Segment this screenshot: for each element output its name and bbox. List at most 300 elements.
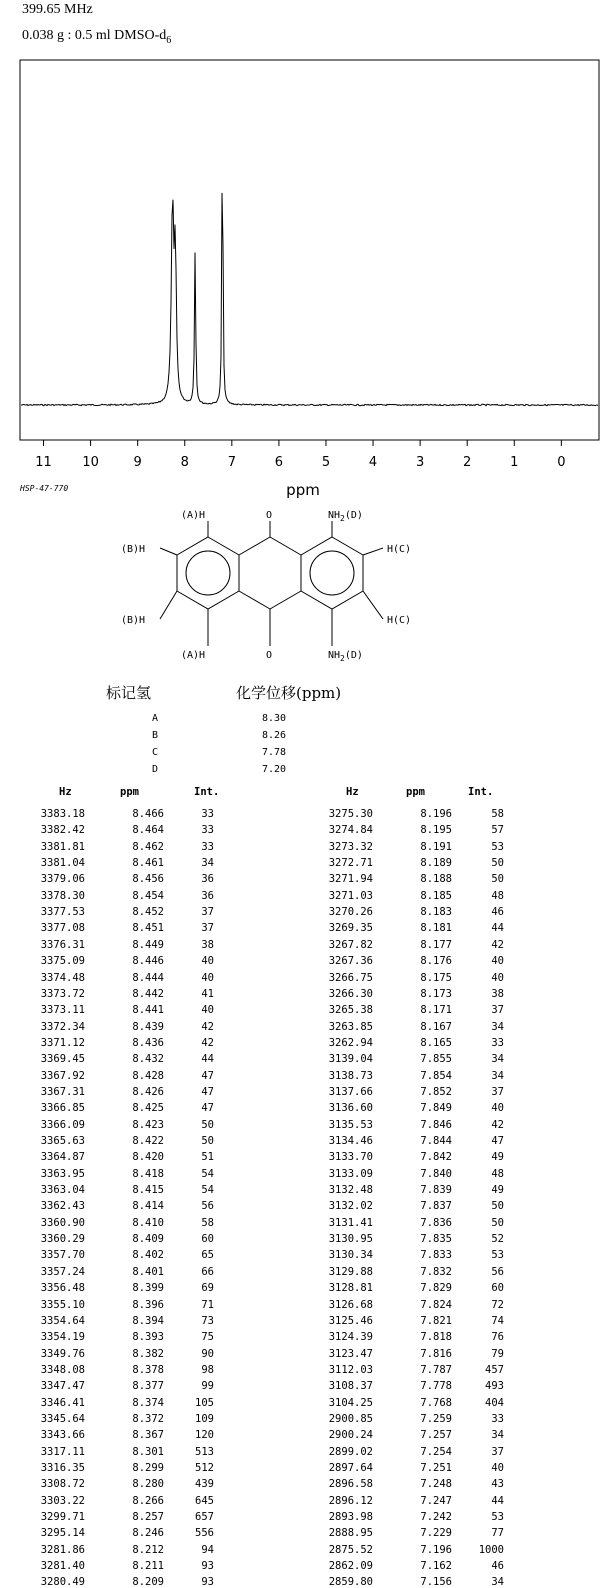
peak-table-cell: 2896.12: [328, 1494, 373, 1507]
peak-table-cell: 3273.32: [328, 840, 373, 853]
peak-table-cell: 50: [491, 1200, 504, 1213]
peak-table-cell: 8.195: [420, 824, 452, 837]
peak-table-cell: 404: [485, 1396, 504, 1409]
label-c-top: H(C): [387, 544, 412, 555]
peak-table-cell: 3263.85: [328, 1020, 373, 1033]
peak-table-cell: 3377.08: [40, 922, 85, 935]
peak-table-cell: 2899.02: [328, 1445, 373, 1458]
peak-table-cell: 47: [201, 1085, 214, 1098]
peak-table-cell: 90: [201, 1347, 214, 1360]
peak-table-cell: 3280.49: [40, 1576, 85, 1588]
peak-table-cell: 50: [201, 1118, 214, 1131]
peak-table-cell: 34: [491, 1069, 504, 1082]
peak-table-cell: 7.787: [420, 1363, 452, 1376]
peak-table-cell: 37: [491, 1004, 504, 1017]
peak-table-cell: 93: [201, 1576, 214, 1588]
peak-table-cell: 8.444: [132, 971, 164, 984]
peak-table-cell: 8.301: [132, 1445, 164, 1458]
label-a-top: (A)H: [181, 510, 206, 521]
peak-table-cell: 56: [201, 1200, 214, 1213]
peak-table-cell: 3366.09: [40, 1118, 85, 1131]
peak-table-cell: 3362.43: [40, 1200, 85, 1213]
peak-table-cell: 94: [201, 1543, 214, 1556]
peak-table-cell: 77: [491, 1527, 504, 1540]
peak-table-cell: 34: [201, 857, 214, 870]
peak-table-cell: 2900.24: [328, 1429, 373, 1442]
peak-table-header: Hz: [59, 786, 72, 798]
peak-table-cell: 8.415: [132, 1184, 164, 1197]
peak-table-cell: 3364.87: [40, 1151, 85, 1164]
peak-table-cell: 42: [201, 1020, 214, 1033]
peak-table-cell: 3138.73: [328, 1069, 373, 1082]
peak-table-cell: 7.839: [420, 1184, 452, 1197]
peak-table-cell: 8.436: [132, 1036, 164, 1049]
peak-table-cell: 8.432: [132, 1053, 164, 1066]
peak-table-cell: 457: [485, 1363, 504, 1376]
peak-table-cell: 3349.76: [40, 1347, 85, 1360]
peak-table-cell: 47: [201, 1102, 214, 1115]
peak-table-cell: 3376.31: [40, 938, 85, 951]
label-a-bottom: (A)H: [181, 650, 206, 661]
peak-table-cell: 40: [201, 955, 214, 968]
molecule-structure: [0, 0, 609, 680]
peak-table-cell: 74: [491, 1314, 504, 1327]
peak-table-cell: 46: [491, 1560, 504, 1573]
peak-table-cell: 512: [195, 1462, 214, 1474]
peak-table-cell: 3369.45: [40, 1053, 85, 1066]
peak-table-cell: 8.439: [132, 1020, 164, 1033]
nh2-top-sub: 2: [340, 514, 345, 523]
peak-table-cell: 37: [201, 922, 214, 935]
peak-table-cell: 58: [201, 1216, 214, 1229]
nh2-bottom-sub: 2: [340, 654, 345, 663]
peak-table-cell: 3354.19: [40, 1331, 85, 1344]
peak-table-cell: 60: [201, 1233, 214, 1246]
sample-prefix: 0.038 g : 0.5 ml DMSO-d: [22, 28, 167, 43]
peak-table-cell: 49: [491, 1151, 504, 1164]
peak-table-cell: 69: [201, 1282, 214, 1295]
label-nh2-top: [328, 510, 363, 523]
peak-table-cell: 8.461: [132, 857, 164, 870]
peak-table-cell: 8.409: [132, 1233, 164, 1246]
peak-table-cell: 3137.66: [328, 1085, 373, 1098]
peak-table-cell: 33: [201, 840, 214, 853]
peak-table-cell: 3360.29: [40, 1233, 85, 1246]
peak-table-cell: 8.425: [132, 1102, 164, 1115]
peak-table-cell: 7.855: [420, 1053, 452, 1066]
peak-table-cell: 7.156: [420, 1576, 452, 1588]
peak-table-cell: 8.171: [420, 1004, 452, 1017]
x-tick-label: 11: [35, 455, 52, 470]
nh2-top-text: NH: [328, 510, 341, 521]
peak-table-cell: 65: [201, 1249, 214, 1262]
peak-table-cell: 7.254: [420, 1445, 452, 1458]
x-tick-label: 6: [274, 455, 284, 470]
assignment-row-shift: 8.26: [262, 730, 287, 741]
peak-table-cell: 53: [491, 1511, 504, 1524]
peak-table-cell: 3356.48: [40, 1282, 85, 1295]
peak-table-cell: 47: [491, 1135, 504, 1147]
peak-table-cell: 7.844: [420, 1135, 452, 1147]
peak-table-cell: 41: [201, 987, 214, 1000]
peak-table-cell: 56: [491, 1265, 504, 1278]
peak-table-cell: 47: [201, 1069, 214, 1082]
peak-table-cell: 8.423: [132, 1118, 164, 1131]
peak-table-cell: 8.377: [132, 1380, 164, 1393]
peak-table-cell: 3266.30: [328, 987, 373, 1000]
peak-table-cell: 2896.58: [328, 1478, 373, 1491]
peak-table-cell: 2888.95: [328, 1527, 373, 1540]
peak-table-cell: 8.212: [132, 1543, 164, 1556]
peak-table-cell: 8.428: [132, 1069, 164, 1082]
peak-table-cell: 34: [491, 1020, 504, 1033]
peak-table-cell: 3130.95: [328, 1233, 373, 1246]
x-tick-label: 1: [510, 455, 519, 470]
peak-table-cell: 3303.22: [40, 1494, 85, 1507]
peak-table-cell: 40: [491, 1462, 504, 1474]
peak-table-cell: 48: [491, 889, 504, 902]
peak-table-cell: 37: [491, 1085, 504, 1098]
peak-table-cell: 3126.68: [328, 1298, 373, 1311]
peak-table-cell: 37: [491, 1445, 504, 1458]
peak-table-header: Int.: [468, 786, 494, 798]
peak-table-cell: 8.399: [132, 1282, 164, 1295]
peak-table-cell: 8.280: [132, 1478, 164, 1491]
peak-table-cell: 3348.08: [40, 1363, 85, 1376]
peak-table-cell: 3275.30: [328, 808, 373, 820]
peak-table-cell: 8.446: [132, 955, 164, 968]
peak-table-cell: 50: [491, 1216, 504, 1229]
peak-table-cell: 57: [491, 824, 504, 837]
peak-table-cell: 657: [195, 1511, 214, 1524]
peak-table-cell: 7.835: [420, 1233, 452, 1246]
peak-table-cell: 3133.09: [328, 1167, 373, 1180]
peak-table-cell: 3363.95: [40, 1167, 85, 1180]
label-b-bottom: (B)H: [121, 615, 146, 626]
x-tick-label: 7: [227, 455, 236, 470]
peak-table-cell: 3295.14: [40, 1527, 85, 1540]
peak-table-cell: 3265.38: [328, 1004, 373, 1017]
peak-table-cell: 3270.26: [328, 906, 373, 919]
peak-table-cell: 7.259: [420, 1412, 452, 1425]
peak-table-cell: 7.248: [420, 1478, 452, 1491]
peak-table-cell: 2875.52: [328, 1543, 373, 1556]
peak-table-cell: 46: [491, 906, 504, 919]
peak-table-cell: 493: [485, 1380, 504, 1393]
peak-table-cell: 76: [491, 1331, 504, 1344]
x-tick-label: 9: [133, 455, 142, 470]
peak-table-cell: 51: [201, 1151, 214, 1164]
peak-table-cell: 42: [491, 1118, 504, 1131]
peak-table-cell: 3281.40: [40, 1560, 85, 1573]
peak-table-cell: 3367.92: [40, 1069, 85, 1082]
peak-table-cell: 3125.46: [328, 1314, 373, 1327]
assignment-row-shift: 7.20: [262, 764, 287, 775]
peak-table-cell: 3267.82: [328, 938, 373, 951]
peak-table-cell: 50: [491, 873, 504, 886]
x-tick-label: 4: [368, 455, 378, 470]
peak-table-cell: 2900.85: [328, 1412, 373, 1425]
peak-table-cell: 8.185: [420, 889, 452, 902]
peak-table-cell: 8.393: [132, 1331, 164, 1344]
peak-table-cell: 8.167: [420, 1020, 452, 1033]
peak-table-cell: 3308.72: [40, 1478, 85, 1491]
peak-table-cell: 8.378: [132, 1363, 164, 1376]
peak-table-cell: 40: [491, 1102, 504, 1115]
peak-table-cell: 7.836: [420, 1216, 452, 1229]
assignment-row-shift: 8.30: [262, 713, 287, 724]
peak-table-cell: 8.196: [420, 808, 452, 820]
peak-table-cell: 3132.02: [328, 1200, 373, 1213]
peak-table-cell: 2893.98: [328, 1511, 373, 1524]
peak-table-cell: 8.372: [132, 1412, 164, 1425]
peak-table-cell: 7.196: [420, 1543, 452, 1556]
peak-table-cell: 8.209: [132, 1576, 164, 1588]
peak-table-cell: 7.840: [420, 1167, 452, 1180]
peak-table-cell: 38: [491, 987, 504, 1000]
assignment-row-label: C: [152, 747, 159, 758]
peak-table-cell: 3281.86: [40, 1543, 85, 1556]
peak-table-cell: 53: [491, 1249, 504, 1262]
peak-table-cell: 8.418: [132, 1167, 164, 1180]
label-o-bottom: O: [266, 650, 273, 661]
x-tick-label: 8: [180, 455, 189, 470]
peak-table-cell: 3375.09: [40, 955, 85, 968]
peak-table-cell: 36: [201, 889, 214, 902]
peak-table-cell: 3129.88: [328, 1265, 373, 1278]
peak-table-cell: 8.402: [132, 1249, 164, 1262]
peak-table-cell: 7.821: [420, 1314, 452, 1327]
peak-table-cell: 8.396: [132, 1298, 164, 1311]
peak-table-cell: 3274.84: [328, 824, 373, 837]
peak-table-cell: 2897.64: [328, 1462, 373, 1474]
peak-table-cell: 38: [201, 938, 214, 951]
label-o-top: O: [266, 510, 273, 521]
peak-table-cell: 34: [491, 1429, 504, 1442]
peak-table-cell: 3371.12: [40, 1036, 85, 1049]
peak-table-cell: 3272.71: [328, 857, 373, 870]
peak-table-cell: 40: [201, 1004, 214, 1017]
peak-table-cell: 7.833: [420, 1249, 452, 1262]
peak-table-cell: 513: [195, 1445, 214, 1458]
peak-table-cell: 8.466: [132, 808, 164, 820]
peak-table-cell: 8.452: [132, 906, 164, 919]
left-ring: [177, 537, 239, 609]
peak-table-cell: 8.464: [132, 824, 164, 837]
peak-table-cell: 8.165: [420, 1036, 452, 1049]
peak-table-cell: 8.257: [132, 1511, 164, 1524]
peak-table-cell: 645: [195, 1494, 214, 1507]
peak-table-cell: 3266.75: [328, 971, 373, 984]
peak-table-cell: 44: [491, 922, 504, 935]
peak-table-cell: 8.189: [420, 857, 452, 870]
peak-table-cell: 3360.90: [40, 1216, 85, 1229]
peak-table-cell: 8.449: [132, 938, 164, 951]
peak-table-cell: 3134.46: [328, 1135, 373, 1147]
peak-table-cell: 3262.94: [328, 1036, 373, 1049]
assignment-row-shift: 7.78: [262, 747, 287, 758]
peak-table-cell: 34: [491, 1053, 504, 1066]
peak-table-cell: 3112.03: [328, 1363, 373, 1376]
peak-table-cell: 7.162: [420, 1560, 452, 1573]
peak-table-cell: 3104.25: [328, 1396, 373, 1409]
assignment-header-label: 标记氢: [106, 684, 152, 702]
peak-table-cell: 3136.60: [328, 1102, 373, 1115]
peak-table-cell: 8.454: [132, 889, 164, 902]
peak-table-cell: 7.852: [420, 1085, 452, 1098]
peak-table-cell: 8.462: [132, 840, 164, 853]
peak-table-cell: 36: [201, 873, 214, 886]
peak-table-cell: 8.211: [132, 1560, 164, 1573]
peak-table-cell: 3346.41: [40, 1396, 85, 1409]
x-tick-label: 5: [321, 455, 331, 470]
x-tick-label: 3: [415, 455, 425, 470]
peak-table-cell: 8.456: [132, 873, 164, 886]
peak-table-cell: 8.177: [420, 938, 452, 951]
peak-table-cell: 40: [201, 971, 214, 984]
label-b-top: (B)H: [121, 544, 146, 555]
assignment-row-label: B: [152, 730, 159, 741]
peak-table-cell: 33: [201, 824, 214, 837]
spectrometer-frequency: 399.65 MHz: [22, 2, 93, 17]
peak-table-cell: 3381.81: [40, 840, 85, 853]
peak-table-cell: 3381.04: [40, 857, 85, 870]
peak-table-cell: 7.251: [420, 1462, 452, 1474]
peak-table-cell: 3379.06: [40, 873, 85, 886]
peak-table-cell: 3128.81: [328, 1282, 373, 1295]
peak-table-cell: 109: [195, 1412, 214, 1425]
peak-table-cell: 3269.35: [328, 922, 373, 935]
peak-table-cell: 7.257: [420, 1429, 452, 1442]
peak-table-header: ppm: [406, 786, 425, 798]
peak-table-cell: 8.183: [420, 906, 452, 919]
peak-table-cell: 7.247: [420, 1494, 452, 1507]
peak-table-cell: 3132.48: [328, 1184, 373, 1197]
peak-table-cell: 8.191: [420, 840, 452, 853]
sample-code: HSP-47-770: [20, 484, 69, 493]
peak-table-cell: 8.176: [420, 955, 452, 968]
peak-table-cell: 3124.39: [328, 1331, 373, 1344]
right-ring: [301, 537, 363, 609]
peak-table-cell: 3347.47: [40, 1380, 85, 1393]
peak-table-cell: 3378.30: [40, 889, 85, 902]
center-ring-bonds: [160, 521, 383, 646]
peak-table-cell: 3316.35: [40, 1462, 85, 1474]
peak-table-cell: 43: [491, 1478, 504, 1491]
peak-table-cell: 3135.53: [328, 1118, 373, 1131]
peak-table-cell: 7.849: [420, 1102, 452, 1115]
peak-table-cell: 3299.71: [40, 1511, 85, 1524]
peak-table-cell: 3271.03: [328, 889, 373, 902]
label-c-bottom: H(C): [387, 615, 412, 626]
peak-table-cell: 105: [195, 1396, 214, 1409]
peak-table-cell: 79: [491, 1347, 504, 1360]
peak-table-cell: 2859.80: [328, 1576, 373, 1588]
peak-table-cell: 42: [491, 938, 504, 951]
peak-table-cell: 8.414: [132, 1200, 164, 1213]
peak-table-cell: 53: [491, 840, 504, 853]
peak-table-cell: 50: [201, 1135, 214, 1147]
peak-table-cell: 8.442: [132, 987, 164, 1000]
peak-table-cell: 40: [491, 955, 504, 968]
peak-table-header: ppm: [120, 786, 139, 798]
peak-table-cell: 1000: [478, 1543, 504, 1556]
peak-table-cell: 8.394: [132, 1314, 164, 1327]
peak-table-header: Hz: [346, 786, 359, 798]
peak-table-cell: 3377.53: [40, 906, 85, 919]
d-top-text: (D): [344, 510, 363, 521]
peak-table-cell: 8.401: [132, 1265, 164, 1278]
peak-table-cell: 54: [201, 1167, 214, 1180]
peak-table-cell: 3382.42: [40, 824, 85, 837]
peak-table-cell: 33: [201, 808, 214, 820]
peak-table-cell: 7.854: [420, 1069, 452, 1082]
peak-table-cell: 3357.70: [40, 1249, 85, 1262]
peak-table-cell: 2862.09: [328, 1560, 373, 1573]
peak-table-cell: 3374.48: [40, 971, 85, 984]
peak-table-cell: 3357.24: [40, 1265, 85, 1278]
peak-table-cell: 93: [201, 1560, 214, 1573]
peak-table-cell: 58: [491, 808, 504, 820]
peak-table-cell: 7.768: [420, 1396, 452, 1409]
peak-table-cell: 50: [491, 857, 504, 870]
x-tick-label: 2: [463, 455, 472, 470]
peak-table-cell: 3343.66: [40, 1429, 85, 1442]
peak-table-cell: 33: [491, 1412, 504, 1425]
peak-table-cell: 7.242: [420, 1511, 452, 1524]
peak-table-cell: 3365.63: [40, 1135, 85, 1147]
peak-table-cell: 8.299: [132, 1462, 164, 1474]
peak-table-cell: 66: [201, 1265, 214, 1278]
peak-table-cell: 3383.18: [40, 808, 85, 820]
peak-table-cell: 52: [491, 1233, 504, 1246]
peak-table-cell: 3271.94: [328, 873, 373, 886]
peak-table-cell: 3355.10: [40, 1298, 85, 1311]
peak-table-cell: 7.818: [420, 1331, 452, 1344]
peak-table-cell: 3366.85: [40, 1102, 85, 1115]
x-tick-label: 10: [82, 455, 99, 470]
peak-table-header: Int.: [194, 786, 220, 798]
peak-table-cell: 48: [491, 1167, 504, 1180]
peak-table-cell: 3133.70: [328, 1151, 373, 1164]
peak-table-cell: 3354.64: [40, 1314, 85, 1327]
peak-table-cell: 8.246: [132, 1527, 164, 1540]
peak-table-cell: 7.832: [420, 1265, 452, 1278]
peak-table-cell: 71: [201, 1298, 214, 1311]
peak-table-cell: 75: [201, 1331, 214, 1344]
peak-table-cell: 3317.11: [40, 1445, 85, 1458]
nh2-bottom-text: NH: [328, 650, 341, 661]
peak-table-cell: 3373.72: [40, 987, 85, 1000]
peak-table-cell: 42: [201, 1036, 214, 1049]
peak-table-cell: 40: [491, 971, 504, 984]
peak-table-cell: 7.846: [420, 1118, 452, 1131]
peak-table-cell: 7.824: [420, 1298, 452, 1311]
peak-table-cell: 72: [491, 1298, 504, 1311]
peak-table-cell: 8.441: [132, 1004, 164, 1017]
peak-table-cell: 8.426: [132, 1085, 164, 1098]
peak-table-cell: 3373.11: [40, 1004, 85, 1017]
peak-table-cell: 8.266: [132, 1494, 164, 1507]
peak-table-cell: 8.451: [132, 922, 164, 935]
peak-table-cell: 556: [195, 1527, 214, 1540]
peak-table-cell: 8.173: [420, 987, 452, 1000]
peak-table-cell: 44: [491, 1494, 504, 1507]
peak-table-cell: 8.188: [420, 873, 452, 886]
peak-table-cell: 60: [491, 1282, 504, 1295]
peak-table-cell: 3345.64: [40, 1412, 85, 1425]
peak-table-cell: 7.778: [420, 1380, 452, 1393]
